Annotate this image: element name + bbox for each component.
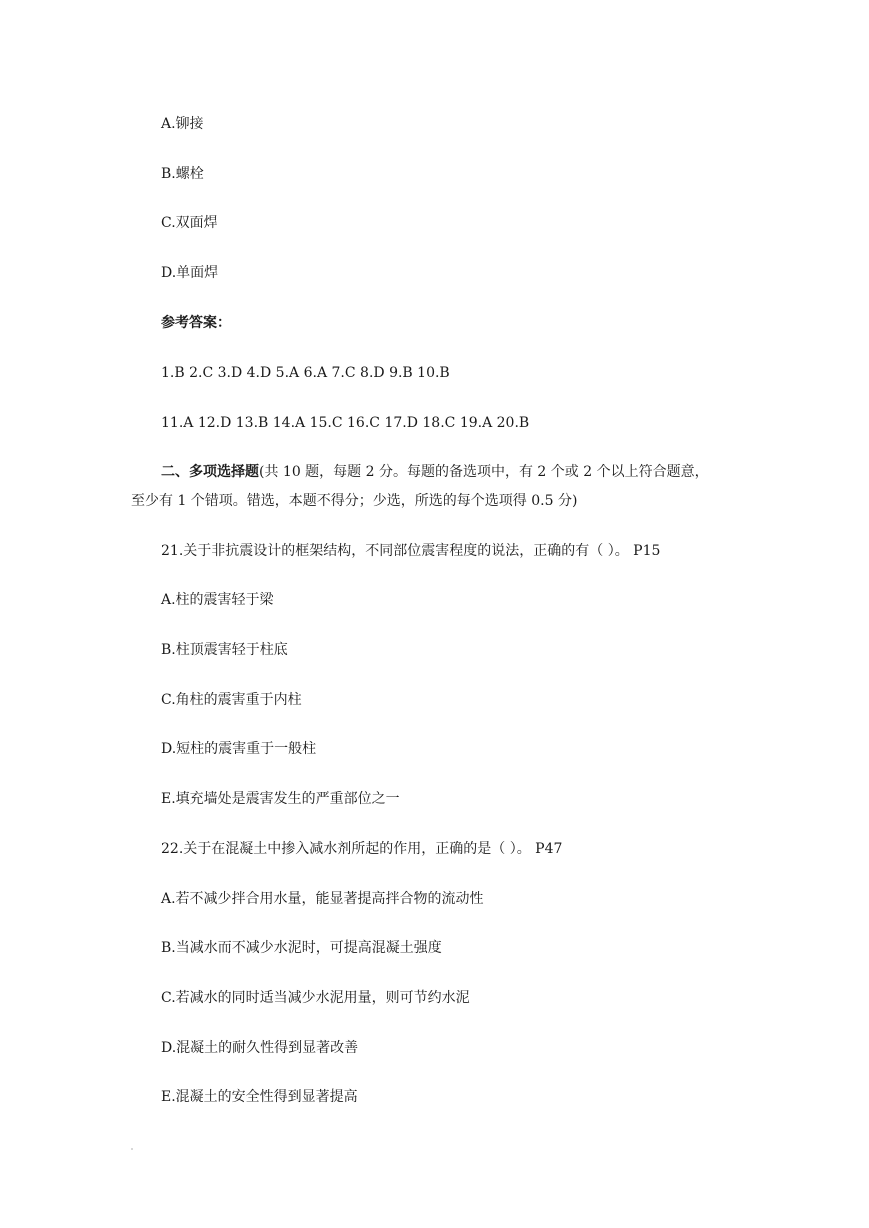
answer-key-row: 11.A 12.D 13.B 14.A 15.C 16.C 17.D 18.C 19.A 20.B bbox=[161, 415, 530, 431]
answer-key-heading: 参考答案： bbox=[161, 315, 231, 331]
section-instructions-cont: 至少有 1 个错项。错选，本题不得分；少选，所选的每个选项得 0.5 分) bbox=[131, 493, 578, 509]
section-title: 二、多项选择题 bbox=[161, 464, 259, 480]
question-option: D.短柱的震害重于一般柱 bbox=[161, 741, 317, 757]
question-option: B.柱顶震害轻于柱底 bbox=[161, 642, 288, 658]
question-option: E.混凝土的安全性得到显著提高 bbox=[161, 1089, 358, 1105]
option-d: D.单面焊 bbox=[161, 265, 219, 281]
question-stem: 22.关于在混凝土中掺入减水剂所起的作用，正确的是（ ）。 P47 bbox=[161, 841, 563, 857]
option-c: C.双面焊 bbox=[161, 215, 218, 231]
option-a: A.铆接 bbox=[161, 116, 204, 132]
question-option: D.混凝土的耐久性得到显著改善 bbox=[161, 1040, 359, 1056]
question-option: E.填充墙处是震害发生的严重部位之一 bbox=[161, 791, 400, 807]
question-option: B.当减水而不减少水泥时，可提高混凝土强度 bbox=[161, 940, 442, 956]
question-option: C.若减水的同时适当减少水泥用量，则可节约水泥 bbox=[161, 990, 470, 1006]
option-b: B.螺栓 bbox=[161, 166, 204, 182]
question-option: A.若不减少拌合用水量，能显著提高拌合物的流动性 bbox=[161, 891, 484, 907]
answer-key-row: 1.B 2.C 3.D 4.D 5.A 6.A 7.C 8.D 9.B 10.B bbox=[161, 365, 450, 381]
question-option: A.柱的震害轻于梁 bbox=[161, 592, 274, 608]
question-stem: 21.关于非抗震设计的框架结构，不同部位震害程度的说法，正确的有（ ）。 P15 bbox=[161, 543, 661, 559]
page-artifact bbox=[131, 1148, 133, 1150]
question-option: C.角柱的震害重于内柱 bbox=[161, 692, 302, 708]
section-heading bbox=[161, 462, 709, 482]
section-instructions: (共 10 题，每题 2 分。每题的备选项中，有 2 个或 2 个以上符合题意， bbox=[259, 464, 709, 480]
